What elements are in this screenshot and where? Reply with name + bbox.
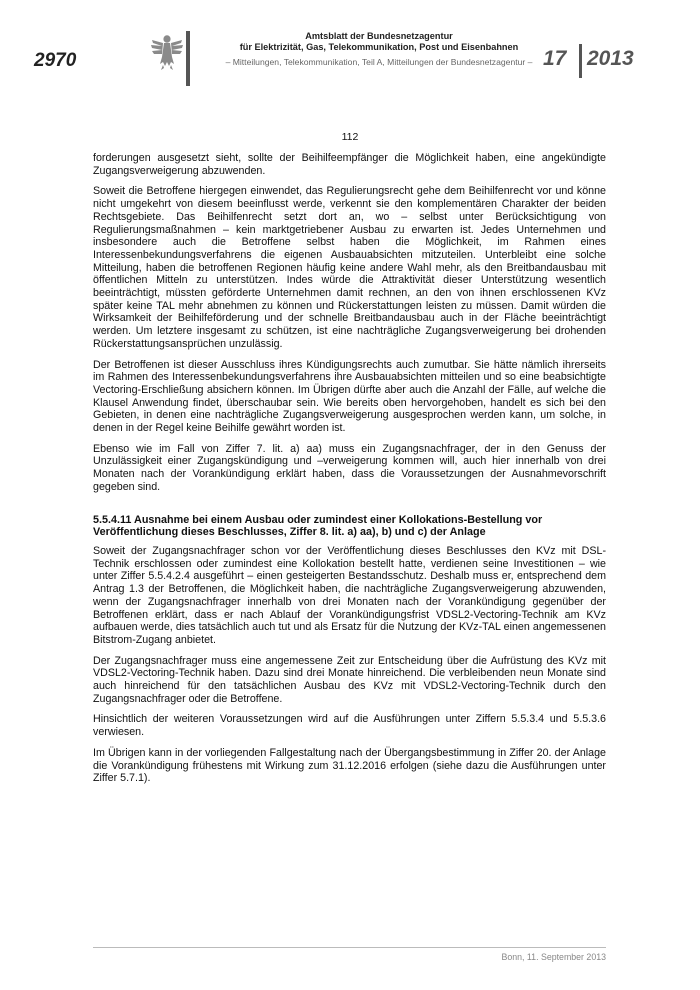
federal-eagle-icon bbox=[151, 33, 183, 71]
issue-year: 2013 bbox=[587, 47, 634, 70]
issue-number: 17 bbox=[543, 47, 567, 70]
paragraph: Der Zugangsnachfrager muss eine angemessene Zeit zur Entscheidung über die Aufrüstung des KVz mit VDSL2-Vectoring-Technik haben. Dazu sind drei Monate hinreichend. Die verbleibenden neun Monate sind auch hinreichend für den tatsächlichen Ausbau des KVz mit VDSL2-Vectoring-Technik durch den Zugangsnachfrager oder die Betroffene. bbox=[93, 654, 606, 705]
paragraph: Ebenso wie im Fall von Ziffer 7. lit. a) aa) muss ein Zugangsnachfrager, der in den Genuss der Unzulässigkeit einer Zugangskündigung und –verweigerung kommen will, auch hier innerhalb von drei Monaten nach der Vorankündigung erklärt haben, dass die Voraussetzungen der Ausnahmevorschrift gegeben sind. bbox=[93, 442, 606, 493]
page-number: 2970 bbox=[34, 50, 77, 71]
page-header bbox=[0, 0, 700, 100]
paragraph: Soweit der Zugangsnachfrager schon vor der Veröffentlichung dieses Beschlusses den KVz mit DSL-Technik erschlossen oder zumindest eine Kollokation bestellt hatte, verdienen seine Investitionen – wie unter Ziffer 5.5.4.2.4 ausgeführt – einen gesteigerten Bestandsschutz. Deshalb muss er, entsprechend dem Antrag 1.3 der Betroffenen, die Möglichkeit haben, die nachträgliche Zugangsverweigerung abzuwenden, wenn der Zugangsnachfrager innerhalb von drei Monaten nach der Vorankündigung gegenüber der Betroffenen erklärt, dass er nach Ablauf der Vorankündigungsfrist VDSL2-Vectoring-Technik am KVz aufbauen werde, dies tatsächlich auch tut und als Ersatz für die Nutzung der KVz-TAL einen angemessenen Bitstrom-Zugang anbietet. bbox=[93, 544, 606, 646]
footer-place-date: Bonn, 11. September 2013 bbox=[501, 952, 606, 962]
paragraph: Soweit die Betroffene hiergegen einwendet, das Regulierungsrecht gehe dem Beihilfenrecht vor und könne nicht umgekehrt von diesem beeinflusst werde, verkennt sie den komplementären Charakter der beiden Rechtsgebiete. Das Beihilfenrecht setzt dort an, wo – selbst unter Berücksichtigung von Regulierungsmaßnahmen – kein marktgetriebener Ausbau zu erwarten ist. Jedes Unternehmen und insbesondere auch die Betroffene selbst haben die Möglichkeit, im Rahmen eines Interessenbekundungsverfahrens die eigenen Ausbauabsichten mitzuteilen. Unterbleibt eine solche Mitteilung, haben die betroffenen Regionen häufig keine andere Wahl mehr, als den Breitbandausbau mit öffentlichen Mitteln zu unterstützen. Indes würde die Attraktivität dieser Unterstützung wesentlich beeinträchtigt, müssten geförderte Unternehmen damit rechnen, an den von ihnen erschlossenen KVz später keine TAL mehr abnehmen zu können und Rückerstattungen leisten zu müssen. Damit würden die Wirksamkeit der Beihilfeförderung und der schnelle Breitbandausbau auch in der Fläche beeinträchtigt werden. Um letztere insgesamt zu schützen, ist eine nachträgliche Zugangsverweigerung bei drohenden Rückerstattungsansprüchen unzulässig. bbox=[93, 185, 606, 350]
paragraph: Im Übrigen kann in der vorliegenden Fallgestaltung nach der Übergangsbestimmung in Ziffer 20. der Anlage die Vorankündigung frühestens mit Wirkung zum 31.12.2016 erfolgen (siehe dazu die Ausführungen unter Ziffer 5.7.1). bbox=[93, 746, 606, 785]
paragraph: Hinsichtlich der weiteren Voraussetzungen wird auf die Ausführungen unter Ziffern 5.5.3.4 und 5.5.3.6 verwiesen. bbox=[93, 713, 606, 739]
publication-subtitle: – Mitteilungen, Telekommunikation, Teil A, Mitteilungen der Bundesnetzagentur – bbox=[225, 57, 533, 67]
paragraph: Der Betroffenen ist dieser Ausschluss ihres Kündigungsrechts auch zumutbar. Sie hätte nämlich ihrerseits im Rahmen des Interessenbekundungsverfahrens ihre Ausbauabsichten mitteilen und so eine beabsichtigte Vectoring-Erschließung absichern können. Im Übrigen dürfte aber auch die Anzahl der Fälle, auf welche die Klausel Anwendung findet, überschaubar sein. Wie bereits oben hervorgehoben, handelt es sich bei den Gebieten, in denen eine nachträgliche Zugangsverweigerung ausgesprochen werden kann, um solche, in denen in der Regel keine Beihilfe gewährt worden ist. bbox=[93, 358, 606, 435]
document-body bbox=[93, 152, 606, 793]
publication-title-line1: Amtsblatt der Bundesnetzagentur bbox=[305, 31, 453, 41]
paragraph: forderungen ausgesetzt sieht, sollte der Beihilfeempfänger die Möglichkeit haben, eine angekündigte Zugangsverweigerung abzuwenden. bbox=[93, 152, 606, 177]
publication-title-line2: für Elektrizität, Gas, Telekommunikation, Post und Eisenbahnen bbox=[239, 42, 519, 52]
header-divider-left bbox=[186, 31, 190, 86]
footer-divider bbox=[93, 947, 606, 948]
publication-title bbox=[196, 31, 562, 53]
header-divider-right bbox=[579, 44, 582, 78]
original-page-number: 112 bbox=[341, 131, 359, 143]
section-heading: 5.5.4.11 Ausnahme bei einem Ausbau oder zumindest einer Kollokations-Bestellung vor Veröffentlichung dieses Beschlusses, Ziffer 8. lit. a) aa), b) und c) der Anlage bbox=[93, 513, 543, 539]
